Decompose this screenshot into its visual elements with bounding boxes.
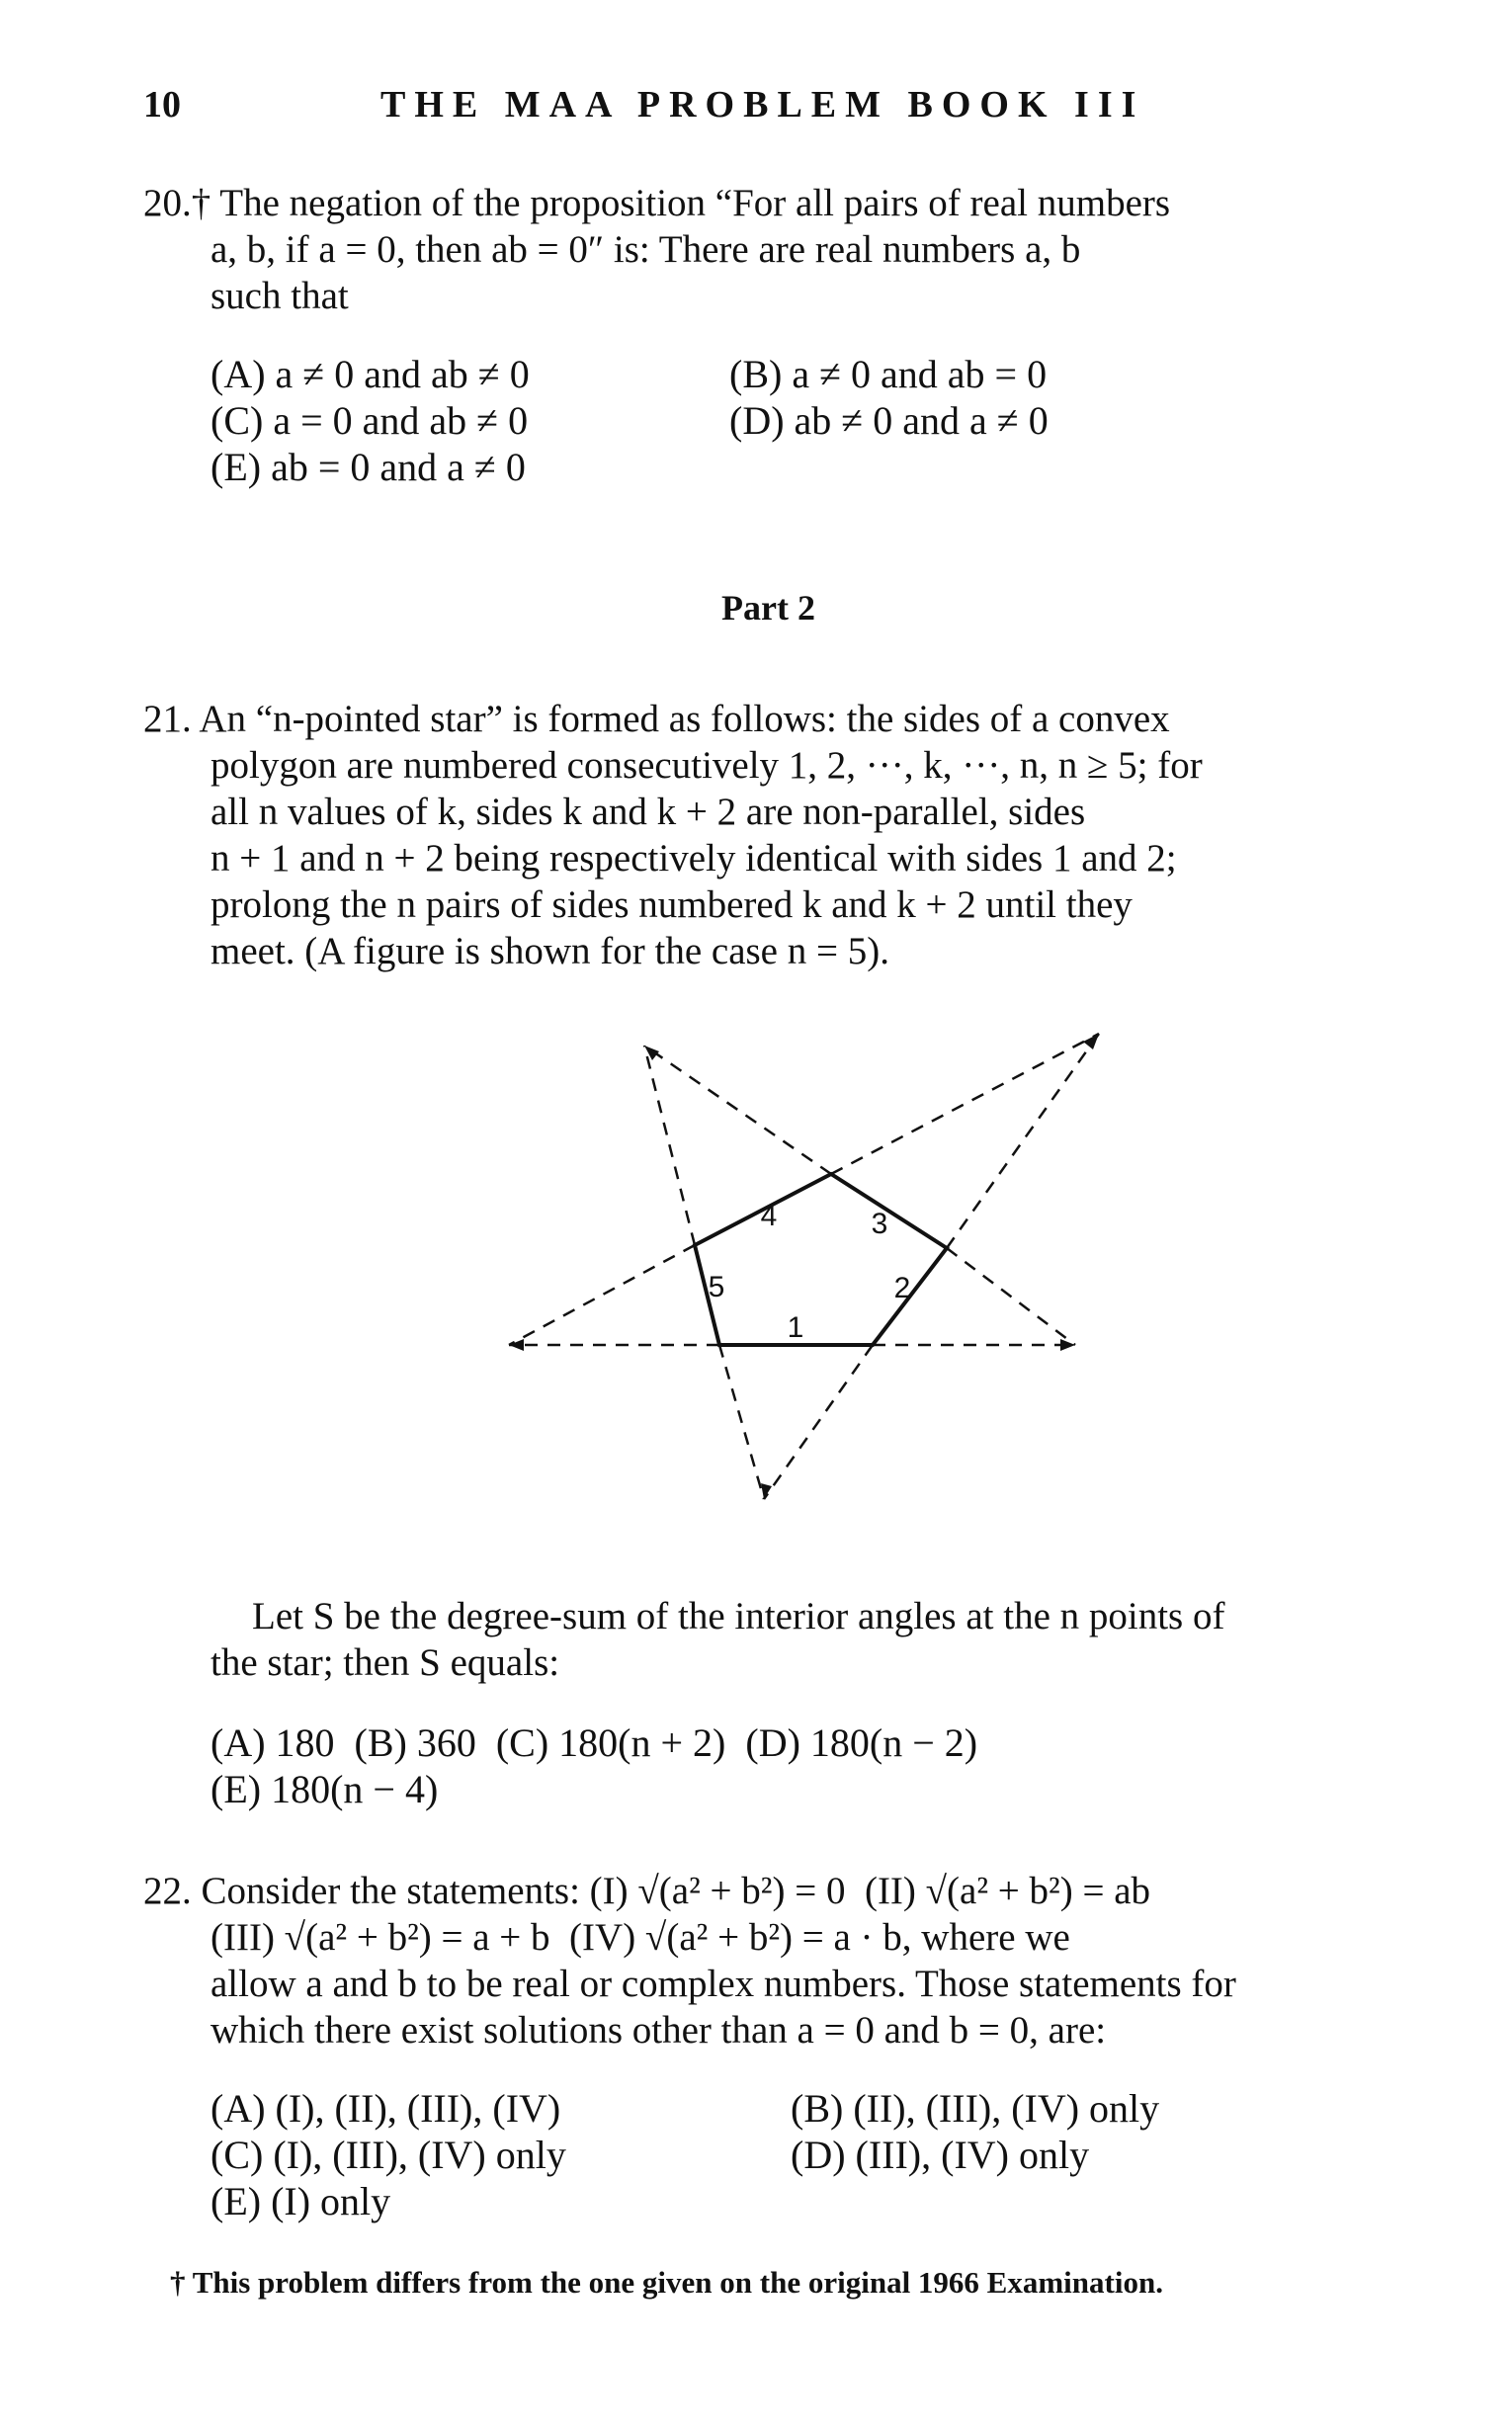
problem-20-line-3: such that [210, 275, 349, 317]
side-label-2: 2 [893, 1272, 911, 1304]
pentagon [695, 1174, 947, 1345]
side-label-5: 5 [708, 1271, 725, 1303]
problem-21-line-4: n + 1 and n + 2 being respectively identical with sides 1 and 2; [210, 837, 1177, 880]
part-heading: Part 2 [721, 588, 815, 628]
problem-22-choice-a: (A) (I), (II), (III), (IV) [210, 2086, 561, 2131]
star-line-4-right [831, 1034, 1099, 1174]
footnote: † This problem differs from the one given on the original 1966 Examination. [170, 2265, 1163, 2300]
problem-21-line-2: polygon are numbered consecutively 1, 2, ···, k, ···, n, n ≥ 5; for [210, 744, 1203, 787]
problem-21-question-line-1: Let S be the degree-sum of the interior angles at the n points of [252, 1595, 1225, 1637]
problem-22-choice-c: (C) (I), (III), (IV) only [210, 2133, 566, 2177]
problem-21-line-6: meet. (A figure is shown for the case n = 5). [210, 930, 889, 972]
problem-20-choice-c: (C) a = 0 and ab ≠ 0 [210, 398, 529, 443]
problem-21-choices-line-2: (E) 180(n − 4) [210, 1767, 439, 1811]
problem-21-line-1: 21. An “n-pointed star” is formed as follows: the sides of a convex [143, 698, 1170, 740]
star-line-4-left [509, 1245, 695, 1345]
problem-20-choice-d: (D) ab ≠ 0 and a ≠ 0 [729, 398, 1049, 443]
star-line-5-up [644, 1046, 695, 1245]
problem-22-line-4: which there exist solutions other than a = 0 and b = 0, are: [210, 2009, 1107, 2052]
side-label-4: 4 [760, 1200, 778, 1232]
side-label-3: 3 [871, 1208, 888, 1240]
star-line-5-down [719, 1345, 764, 1499]
problem-20-choice-e: (E) ab = 0 and a ≠ 0 [210, 445, 526, 489]
problem-21-line-3: all n values of k, sides k and k + 2 are non-parallel, sides [210, 791, 1086, 833]
star-line-3-right [947, 1248, 1075, 1345]
problem-20-line-2: a, b, if a = 0, then ab = 0″ is: There are real numbers a, b [210, 228, 1081, 271]
page-number: 10 [143, 84, 181, 126]
problem-22-choice-e: (E) (I) only [210, 2179, 391, 2223]
arrowhead-right [1060, 1339, 1075, 1351]
problem-22-line-3: allow a and b to be real or complex numbers. Those statements for [210, 1963, 1236, 2005]
problem-22-line-2: (III) √(a² + b²) = a + b (IV) √(a² + b²) = a · b, where we [210, 1916, 1070, 1959]
problem-22-choice-d: (D) (III), (IV) only [791, 2133, 1090, 2177]
problem-21-choices-line-1: (A) 180 (B) 360 (C) 180(n + 2) (D) 180(n − 2) [210, 1720, 978, 1765]
arrowhead-top-right [1083, 1034, 1099, 1049]
problem-20-choice-b: (B) a ≠ 0 and ab = 0 [729, 352, 1048, 396]
book-title: THE MAA PROBLEM BOOK III [380, 84, 1145, 126]
star-line-2-down [764, 1345, 873, 1499]
problem-22-line-1: 22. Consider the statements: (I) √(a² + b²) = 0 (II) √(a² + b²) = ab [143, 1870, 1151, 1912]
side-label-1: 1 [787, 1311, 804, 1344]
problem-20-line-1: 20.† The negation of the proposition “For all pairs of real numbers [143, 182, 1171, 224]
star-figure [484, 1008, 1117, 1561]
problem-22-choice-b: (B) (II), (III), (IV) only [791, 2086, 1160, 2131]
problem-21-question-line-2: the star; then S equals: [210, 1641, 560, 1684]
problem-20-choice-a: (A) a ≠ 0 and ab ≠ 0 [210, 352, 530, 396]
star-line-2-up [947, 1034, 1099, 1248]
arrowhead-left [509, 1339, 524, 1351]
problem-21-line-5: prolong the n pairs of sides numbered k and k + 2 until they [210, 883, 1133, 926]
